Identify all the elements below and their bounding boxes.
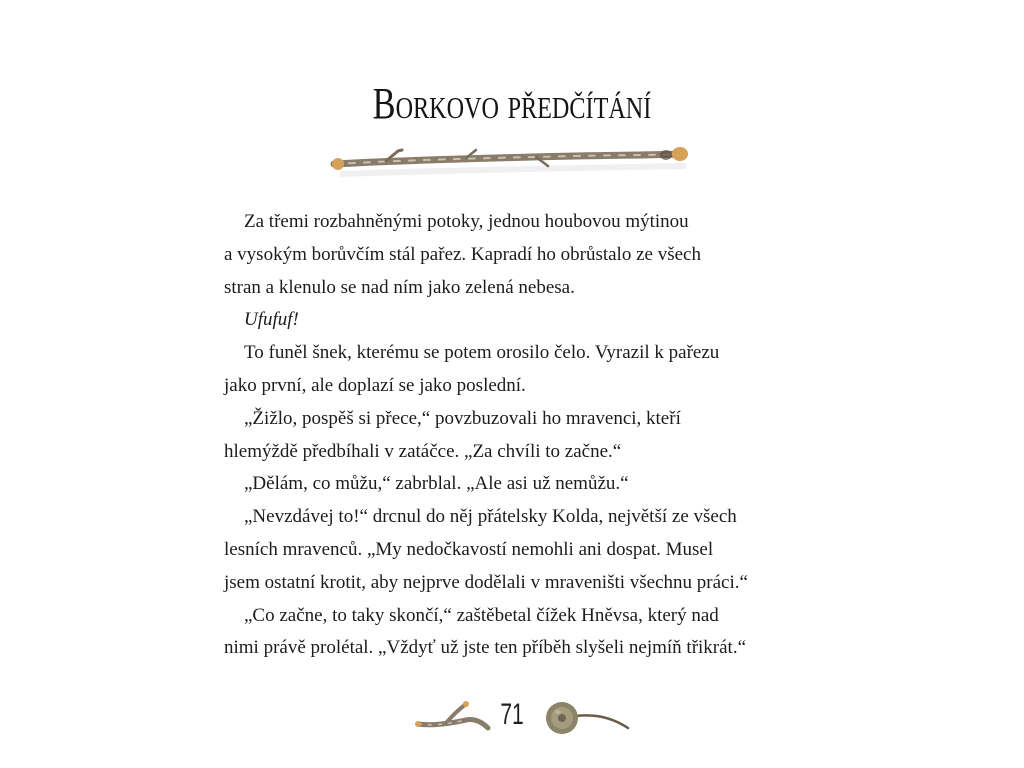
text-line: „Dělám, co můžu,“ zabrblal. „Ale asi už nemůžu.“	[244, 473, 629, 495]
text-line: Za třemi rozbahněnými potoky, jednou houbovou mýtinou	[244, 211, 689, 232]
exclamation-italic: Ufufuf!	[244, 309, 299, 331]
story-text	[224, 206, 824, 665]
text-line: jako první, ale doplazí se jako poslední.	[224, 374, 526, 396]
text-line: lesních mravenců. „My nedočkavostí nemohli ani dospat. Musel	[224, 538, 714, 560]
text-line	[224, 304, 824, 337]
text-line: „Nevzdávej to!“ drcnul do něj přátelsky Kolda, největší ze všech	[244, 506, 737, 528]
text-line: To funěl šnek, kterému se potem orosilo čelo. Vyrazil k pařezu	[244, 342, 720, 364]
seed-pod-icon	[540, 696, 632, 740]
text-line: hlemýždě předbíhali v zatáčce. „Za chvíli to začne.“	[224, 440, 622, 462]
text-line: nimi právě prolétal. „Vždyť už jste ten příběh slyšeli nejmíň třikrát.“	[224, 637, 747, 659]
text-line: stran a klenulo se nad ním jako zelená nebesa.	[224, 276, 575, 298]
branch-decoration-icon	[326, 140, 696, 184]
twig-icon	[412, 698, 492, 738]
text-line: „Žižlo, pospěš si přece,“ povzbuzovali ho mravenci, kteří	[244, 407, 681, 429]
text-line: a vysokým borůvčím stál pařez. Kapradí ho obrůstalo ze všech	[224, 243, 701, 265]
text-line: „Co začne, to taky skončí,“ zaštěbetal čížek Hněvsa, který nad	[244, 604, 719, 626]
page-title: Borkovo předčítání	[372, 79, 652, 128]
text-line: jsem ostatní krotit, aby nejprve dodělali v mraveništi všechnu práci.“	[224, 571, 748, 593]
page-number: 71	[500, 698, 524, 731]
page-footer	[0, 688, 1024, 748]
